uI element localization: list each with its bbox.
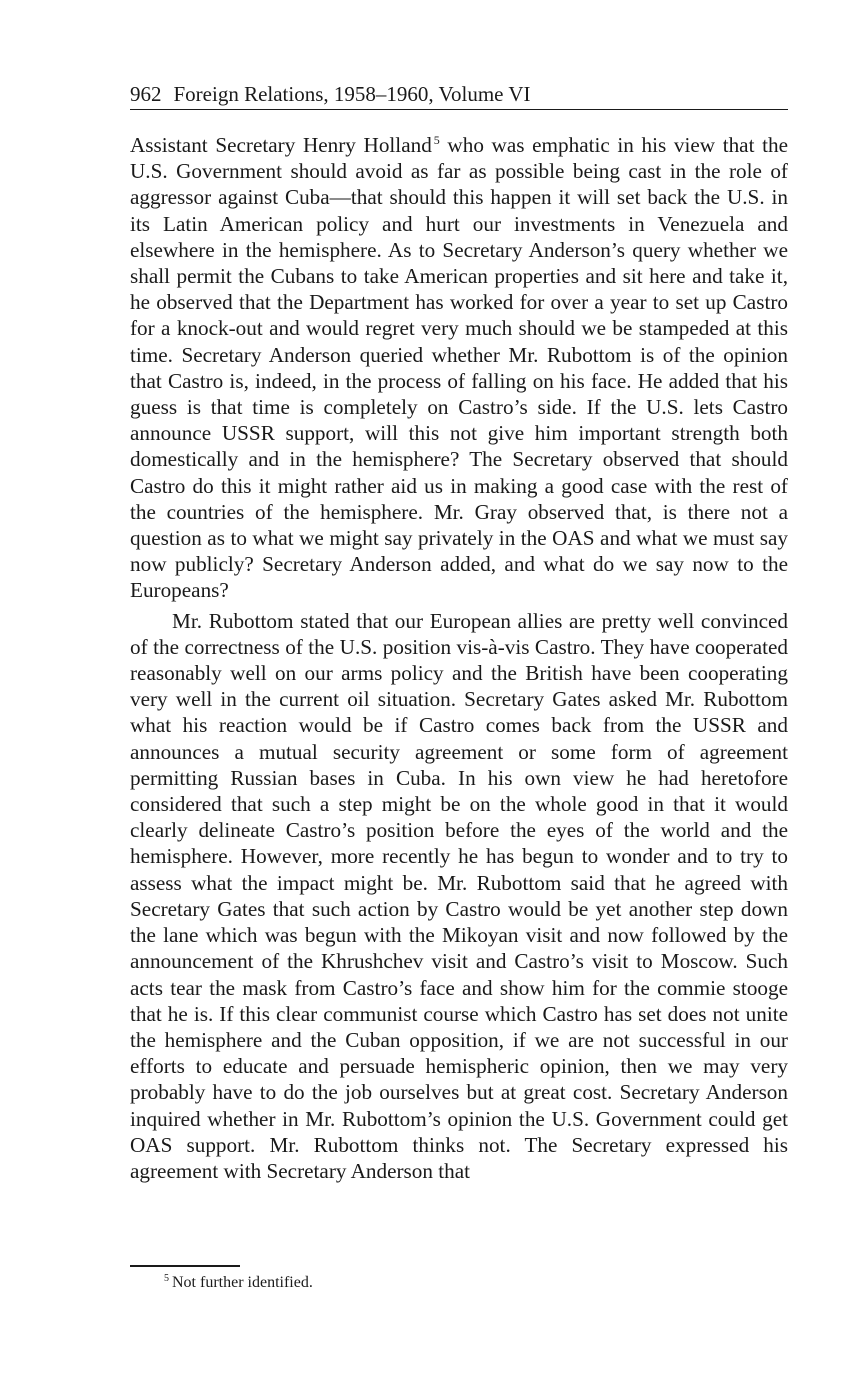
- paragraph-2: Mr. Rubottom stated that our European allies are pretty well convinced of the correctness of the U.S. position vis-à-vis Castro. They have cooperated reasonably well on our arms policy and the British have been cooperating very well in the current oil situation. Secretary Gates asked Mr. Rubottom what his reaction would be if Castro comes back from the USSR and announces a mutual security agreement or some form of agreement permitting Russian bases in Cuba. In his own view he had heretofore considered that such a step might be on the whole good in that it would clearly delineate Castro’s position before the eyes of the world and the hemisphere. However, more recently he has begun to wonder and to try to assess what the impact might be. Mr. Rubottom said that he agreed with Secretary Gates that such action by Castro would be yet another step down the lane which was begun with the Mikoyan visit and now followed by the announcement of the Khrushchev visit and Castro’s visit to Moscow. Such acts tear the mask from Castro’s face and show him for the commie stooge that he is. If this clear communist course which Castro has set does not unite the hemisphere and the Cuban opposition, if we are not successful in our efforts to educate and persuade hemispheric opinion, then we may very probably have to do the job ourselves but at great cost. Secretary Anderson inquired whether in Mr. Rubottom’s opinion the U.S. Government could get OAS support. Mr. Rubottom thinks not. The Secretary expressed his agreement with Secretary Anderson that: [130, 608, 788, 1183]
- footnote: [164, 1272, 313, 1294]
- volume-title: Foreign Relations, 1958–1960, Volume VI: [173, 82, 531, 106]
- footnote-divider: [130, 1265, 240, 1267]
- document-page: [130, 80, 788, 1184]
- paragraph-1: [130, 132, 788, 604]
- body-text: [130, 132, 788, 1184]
- page-number: 962: [130, 82, 162, 106]
- paragraph-1-rest: who was emphatic in his view that the U.S. Government should avoid as far as possible being cast in the role of aggressor against Cuba—that should this happen it will set back the U.S. in its Latin American policy and hurt our investments in Venezuela and elsewhere in the hemisphere. As to Secretary Anderson’s query whether we shall permit the Cubans to take American properties and sit here and take it, he observed that the Department has worked for over a year to set up Castro for a knock-out and would regret very much should we be stampeded at this time. Secretary Anderson queried whether Mr. Rubottom is of the opinion that Castro is, indeed, in the process of falling on his face. He added that his guess is that time is completely on Castro’s side. If the U.S. lets Castro announce USSR support, will this not give him important strength both domestically and in the hemisphere? The Secretary observed that should Castro do this it might rather aid us in making a good case with the rest of the countries of the hemisphere. Mr. Gray observed that, is there not a question as to what we might say privately in the OAS and what we must say now publicly? Secretary Anderson added, and what do we say now to the Europeans?: [130, 133, 788, 603]
- footnote-text: Not further identified.: [172, 1274, 313, 1291]
- footnote-reference: 5: [433, 133, 440, 147]
- paragraph-1-lead: Assistant Secretary Henry Holland: [130, 133, 432, 157]
- running-header: [130, 80, 788, 110]
- footnote-marker: 5: [164, 1273, 169, 1284]
